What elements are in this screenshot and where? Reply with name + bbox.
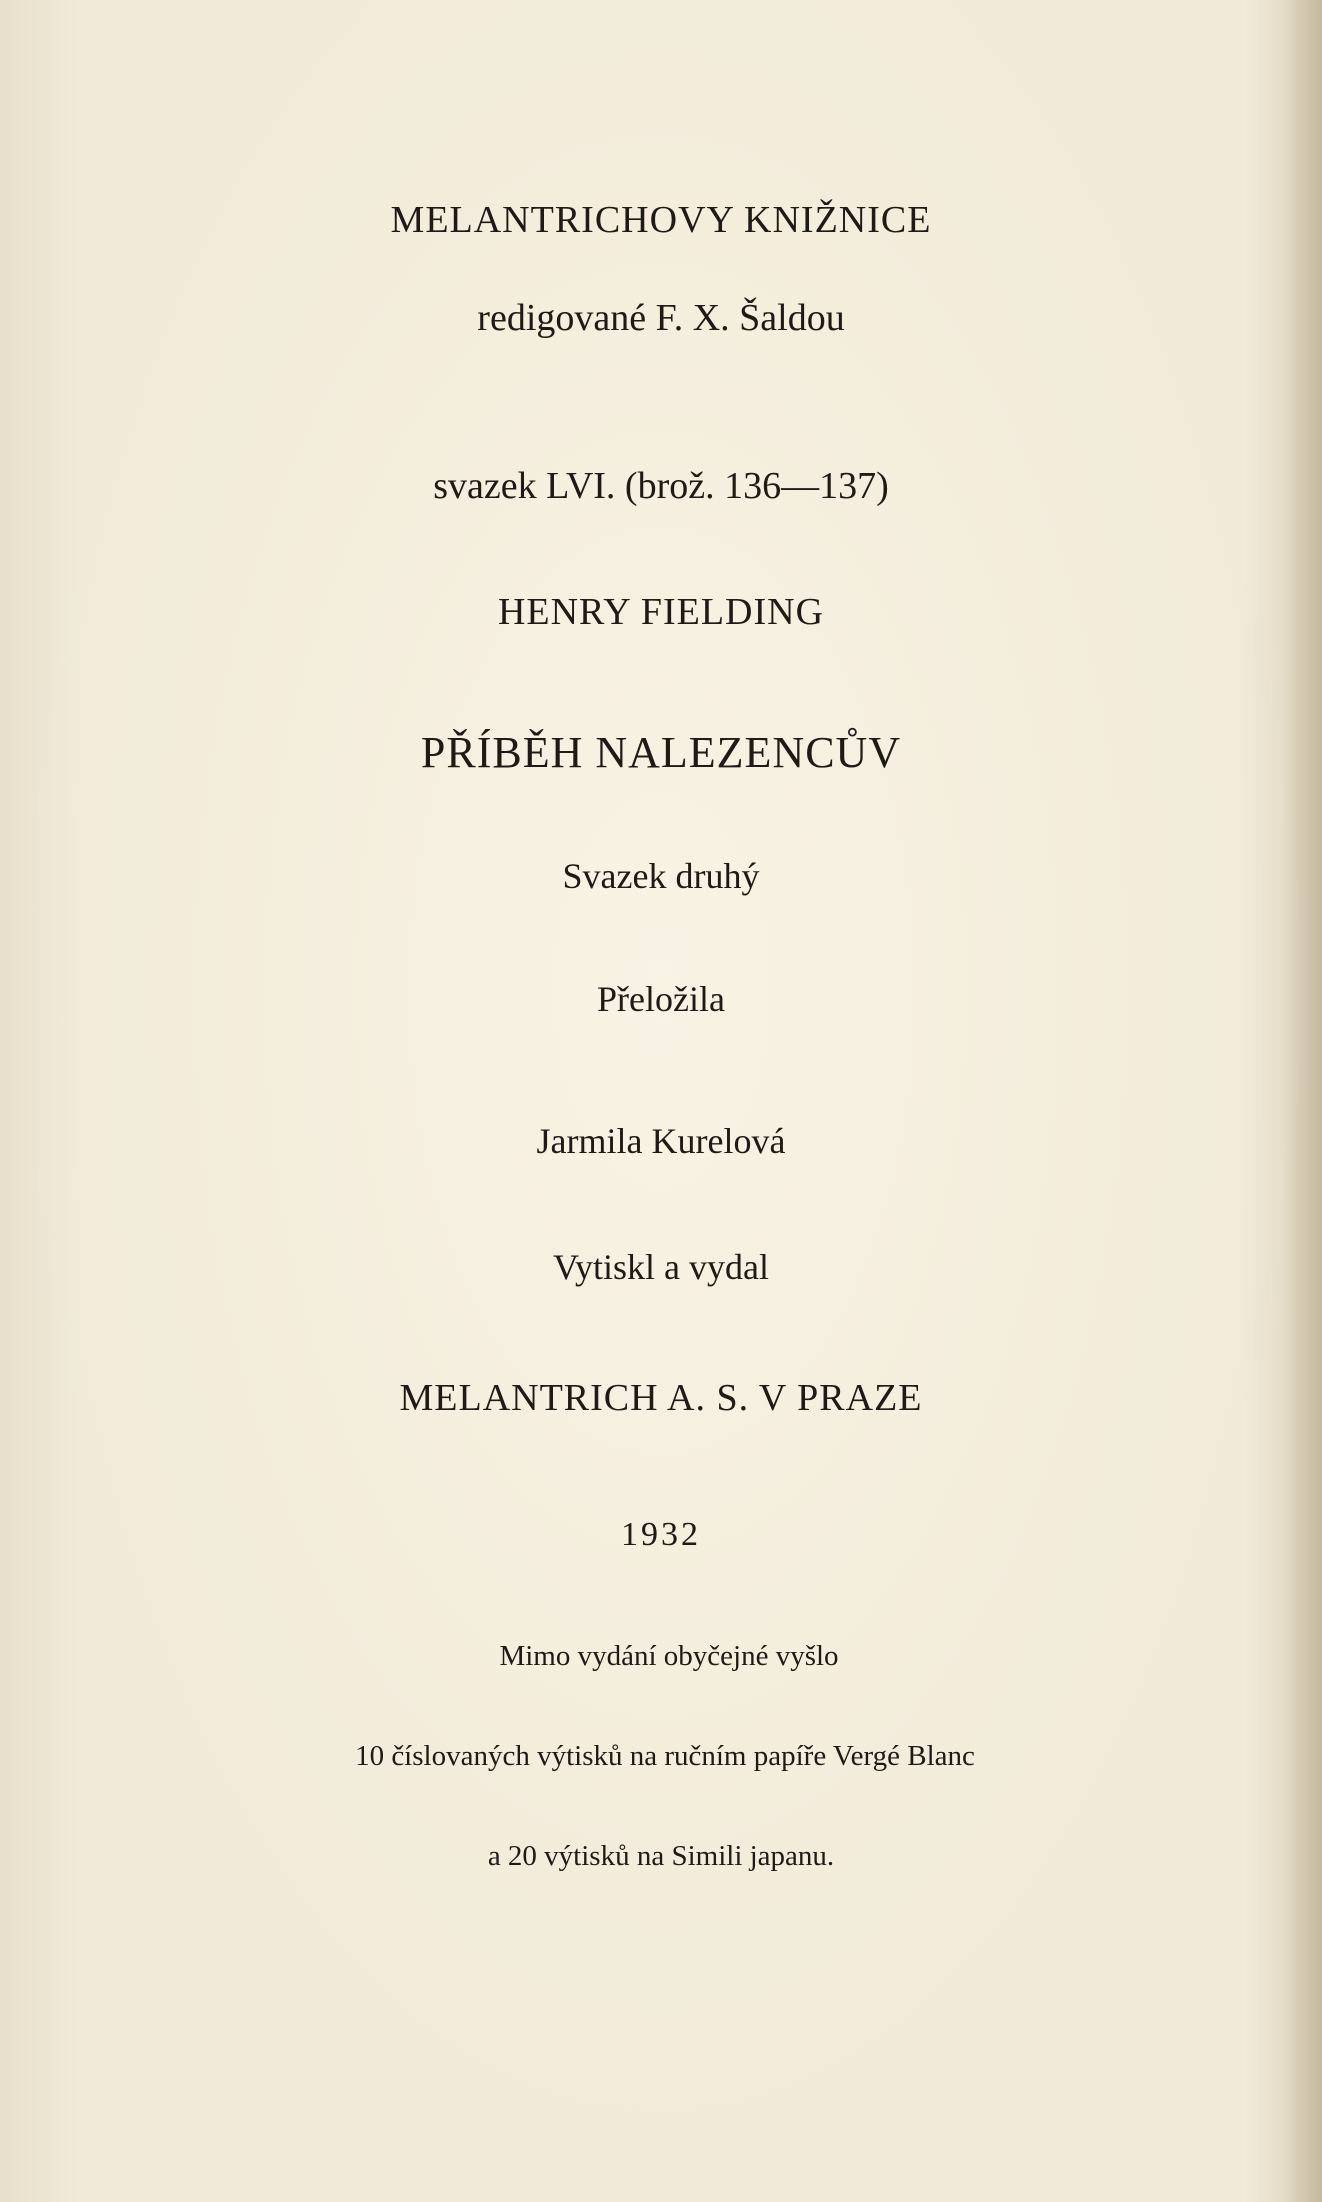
publisher-name: MELANTRICH A. S. V PRAZE (399, 1377, 923, 1419)
publication-year: 1932 (621, 1516, 701, 1553)
edition-note-line-2: 10 číslovaných výtisků na ručním papíře Vergé Blanc (355, 1740, 975, 1772)
volume-number-line: svazek LVI. (brož. 136—137) (433, 465, 889, 507)
edition-note-line-1: Mimo vydání obyčejné vyšlo (499, 1640, 839, 1672)
translator-name: Jarmila Kurelová (536, 1121, 786, 1161)
series-title: MELANTRICHOVY KNIŽNICE (390, 199, 932, 241)
edition-note-line-3: a 20 výtisků na Simili japanu. (487, 1840, 835, 1872)
book-title: PŘÍBĚH NALEZENCŮV (420, 728, 902, 777)
translated-by-label: Přeložila (597, 979, 725, 1019)
editor-line: redigované F. X. Šaldou (477, 297, 845, 339)
author-name: HENRY FIELDING (497, 591, 825, 633)
volume-name: Svazek druhý (562, 856, 760, 896)
printed-and-published-label: Vytiskl a vydal (553, 1247, 769, 1287)
